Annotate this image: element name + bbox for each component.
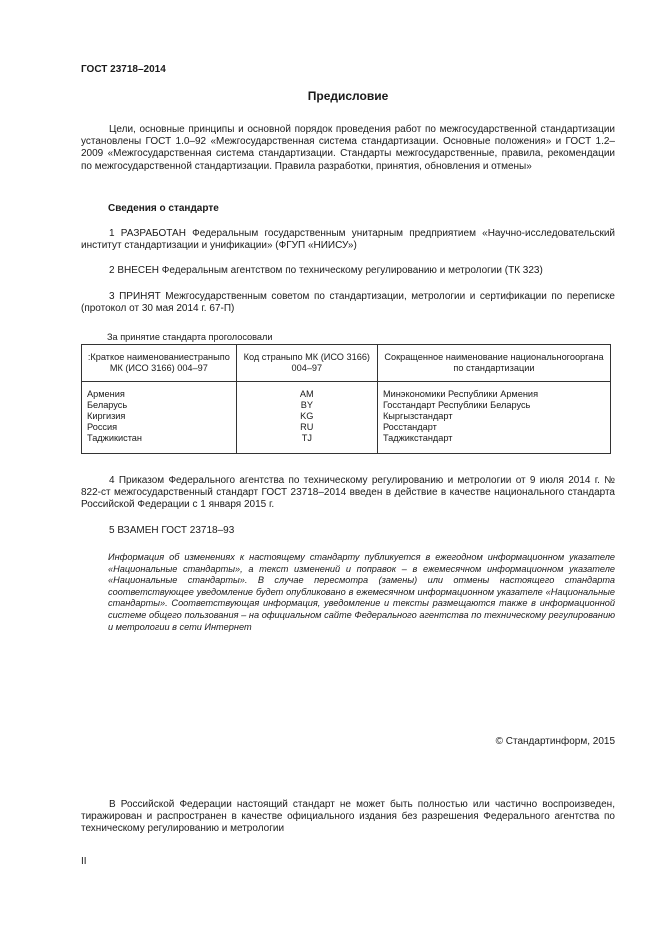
table-caption: За принятие стандарта проголосовали	[107, 332, 273, 342]
country-code: BY	[300, 400, 313, 410]
document-code: ГОСТ 23718–2014	[81, 64, 166, 75]
voting-table	[81, 344, 611, 454]
header-line: страны	[189, 352, 220, 362]
item-replaces: 5 ВЗАМЕН ГОСТ 23718–93	[109, 525, 235, 536]
item-introduced: 2 ВНЕСЕН Федеральным агентством по техническому регулированию и метрологии (ТК 323)	[109, 265, 543, 276]
intro-paragraph: Цели, основные принципы и основной порядок проведения работ по межгосударственной стандартизации установлены ГОСТ 1.0–92 «Межгосударственная система стандартизации. Основные положения» и ГОСТ 1.2–2009 «Межгосударственная система стандартизации. Стандарты межгосударственные, правила, рекомендации по межгосударственной стандартизации. Правила разработки, принятия, обновления и отмены»	[81, 124, 615, 172]
page-number: II	[81, 856, 87, 867]
table-header-row	[82, 345, 611, 382]
standards-body-name: Госстандарт Республики Беларусь	[382, 400, 531, 410]
standards-body-name: Росстандарт	[382, 422, 437, 432]
changes-note: Информация об изменениях к настоящему стандарту публикуется в ежегодном информационном указателе «Национальные стандарты», а текст изменений и поправок – в ежемесячном информационном указателе «Национальные стандарты». В случае пересмотра (замены) или отмены настоящего стандарта соответствующее уведомление будет опубликовано в ежемесячном информационном указателе «Национальные стандарты». Соответствующая информация, уведомление и тексты размещаются также в информационной системе общего пользования – на официальном сайте Федерального агентства по техническому регулированию и метрологии в сети Интернет	[108, 552, 615, 632]
header-standards-body	[377, 345, 610, 382]
country-code: TJ	[301, 433, 312, 443]
item-adopted: 3 ПРИНЯТ Межгосударственным советом по стандартизации, метрологии и сертификации по переписке (протокол от 30 мая 2014 г. 67-П)	[81, 291, 615, 315]
table-row	[82, 382, 611, 454]
header-line: :Краткое наименование	[87, 352, 190, 362]
item-developed: 1 РАЗРАБОТАН Федеральным государственным унитарным предприятием «Научно-исследовательский институт стандартизации и унификации» (ФГУП «НИИСУ»)	[81, 228, 615, 252]
country-name: Армения	[87, 389, 125, 399]
standards-bodies-cell	[377, 382, 610, 454]
header-line: органа по стандартизации	[453, 352, 604, 373]
country-codes-cell	[236, 382, 377, 454]
header-line: Код страны	[243, 352, 293, 362]
page-title: Предисловие	[307, 89, 389, 103]
info-heading: Сведения о стандарте	[108, 203, 219, 214]
country-name: Киргизия	[87, 411, 126, 421]
header-line: по МК (ИСО 3166) 004–97	[291, 352, 370, 373]
header-line: Сокращенное наименование национального	[384, 352, 575, 362]
country-name: Беларусь	[87, 400, 128, 410]
standards-body-name: Минэкономики Республики Армения	[382, 389, 539, 399]
header-line: по МК (ИСО 3166) 004–97	[109, 352, 230, 373]
country-names-cell	[82, 382, 237, 454]
country-code: KG	[300, 411, 314, 421]
header-country-name	[82, 345, 237, 382]
country-code: AM	[299, 389, 314, 399]
rights-paragraph: В Российской Федерации настоящий стандарт не может быть полностью или частично воспроизведен, тиражирован и распространен в качестве официального издания без разрешения Федерального агентства по техническому регулированию и метрологии	[81, 799, 615, 835]
standards-body-name: Кыргызстандарт	[382, 411, 453, 421]
copyright: © Стандартинформ, 2015	[495, 736, 615, 747]
country-name: Таджикистан	[87, 433, 142, 443]
item-order: 4 Приказом Федерального агентства по техническому регулированию и метрологии от 9 июля 2014 г. № 822-ст межгосударственный стандарт ГОСТ 23718–2014 введен в действие в качестве национального стандарта Российской Федерации с 1 января 2015 г.	[81, 475, 615, 511]
country-name: Россия	[87, 422, 118, 432]
standards-body-name: Таджикстандарт	[382, 433, 453, 443]
country-code: RU	[300, 422, 314, 432]
header-country-code	[236, 345, 377, 382]
